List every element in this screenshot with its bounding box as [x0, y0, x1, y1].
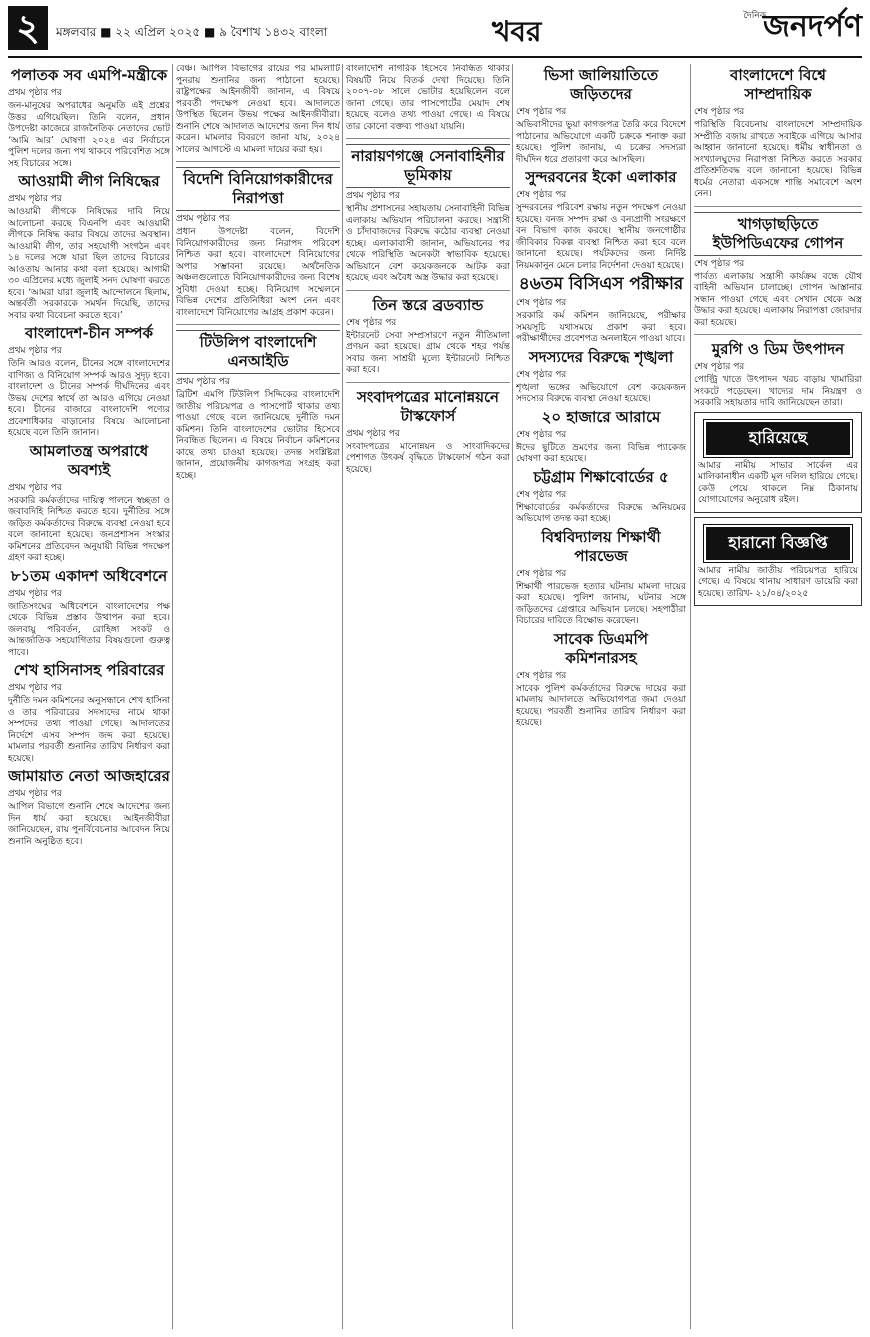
- continuation-label: শেষ পৃষ্ঠার পর: [516, 107, 567, 117]
- headline[interactable]: সাবেক ডিএমপি কমিশনারসহ: [554, 629, 648, 667]
- headline[interactable]: ৮১তম একাদশ অধিবেশনে: [10, 566, 168, 585]
- notice-heading: হারানো বিজ্ঞপ্তি: [704, 525, 852, 562]
- headline[interactable]: ভিসা জালিয়াতিতে জড়িতদের: [543, 66, 659, 103]
- article-body: অভিবাসীদের ভুয়া কাগজপত্র তৈরি করে বিদেশে পাঠানোর অভিযোগে একটি চক্রকে শনাক্ত করা হয়েছে। পুলিশ জানায়, এ চক্রের সদস্যরা দীর্ঘদিন ধরে প্রতারণা করে আসছিল।: [516, 120, 686, 165]
- lost-notice: [694, 412, 862, 513]
- article-body: বাংলাদেশি নাগরিক হিসেবে নিবন্ধিত থাকার বিষয়টি নিয়ে বিতর্ক দেখা দিয়েছে। তিনি ২০০৭-০৮ সালে ভোটার হয়েছিলেন বলে জানা গেছে। তার পাসপোর্টের মেয়াদ শেষ হয়েছে বলেও তথ্য পাওয়া গেছে। এ বিষয়ে তার কোনো বক্তব্য পাওয়া যায়নি।: [346, 64, 510, 132]
- continuation-label: প্রথম পৃষ্ঠার পর: [176, 377, 230, 387]
- headline[interactable]: বাংলাদেশ-চীন সম্পর্ক: [24, 324, 154, 342]
- headline[interactable]: পলাতক সব এমপি-মন্ত্রীকে: [10, 66, 168, 84]
- continuation-label: শেষ পৃষ্ঠার পর: [516, 489, 567, 500]
- column-3: [346, 64, 510, 1329]
- lost-notice: [694, 517, 862, 607]
- continuation-label: প্রথম পৃষ্ঠার পর: [8, 346, 62, 356]
- notice-body: আমার নামীয় সাভার সার্কেল এর মালিকানাধীন একটি মূল দলিল হারিয়ে গেছে। কেউ পেয়ে থাকলে নিম্ন ঠিকানায় যোগাযোগের অনুরোধ রইল।: [698, 460, 858, 505]
- continuation-label: শেষ পৃষ্ঠার পর: [516, 429, 567, 440]
- article-body: সাবেক পুলিশ কর্মকর্তাদের বিরুদ্ধে দায়ের করা মামলায় আদালতে অভিযোগপত্র জমা দেওয়া হয়েছে। পরবর্তী শুনানির তারিখ নির্ধারণ করা হয়েছে।: [516, 683, 686, 728]
- article-body: ঈদের ছুটিতে ভ্রমণের জন্য বিভিন্ন প্যাকেজ ঘোষণা করা হয়েছে।: [516, 442, 686, 464]
- headline[interactable]: মুরগি ও ডিম উৎপাদন: [711, 340, 845, 358]
- headline[interactable]: বাংলাদেশে বিশ্বে সাম্প্রদায়িক: [730, 66, 826, 103]
- notice-heading: হারিয়েছে: [704, 420, 852, 457]
- brand-logo: [732, 6, 862, 52]
- article-body: শৃঙ্খলা ভঙ্গের অভিযোগে বেশ কয়েকজন সদস্যের বিরুদ্ধে ব্যবস্থা নেওয়া হয়েছে।: [516, 382, 686, 404]
- headline[interactable]: ২০ হাজারে আরামে: [541, 407, 661, 426]
- headline[interactable]: শেখ হাসিনাসহ পরিবারের: [13, 661, 165, 679]
- continuation-label: শেষ পৃষ্ঠার পর: [694, 107, 745, 117]
- headline[interactable]: সংবাদপত্রের মানোন্নয়নে টাস্কফোর্স: [356, 387, 500, 425]
- continuation-label: শেষ পৃষ্ঠার পর: [516, 190, 567, 200]
- section-title: খবর: [492, 15, 542, 48]
- divider: [694, 334, 862, 335]
- article-body: পার্বত্য এলাকায় সন্ত্রাসী কার্যক্রম বন্ধে যৌথ বাহিনী অভিযান চালাচ্ছে। গোপন আস্তানার সন্ধান পাওয়া গেছে এবং সেখান থেকে অস্ত্র উদ্ধার করা হয়েছে। এলাকায় নিরাপত্তা জোরদার করা হয়েছে।: [694, 271, 862, 328]
- divider: [346, 382, 510, 383]
- article-body: ইন্টারনেট সেবা সম্প্রসারণে নতুন নীতিমালা প্রণয়ন করা হয়েছে। গ্রাম থেকে শহর পর্যন্ত সবার জন্য সাশ্রয়ী মূল্যে ইন্টারনেট নিশ্চিত করা হবে।: [346, 330, 510, 375]
- article-body: সুন্দরবনের পরিবেশ রক্ষায় নতুন পদক্ষেপ নেওয়া হয়েছে। বনজ সম্পদ রক্ষা ও বন্যপ্রাণী সংরক্ষণে বন বিভাগ কাজ করছে। স্থানীয় জনগোষ্ঠীর জীবিকার বিকল্প ব্যবস্থা নিশ্চিত করা হবে বলে জানানো হয়েছে। পর্যটকদের জন্য নির্দিষ্ট নিয়মকানুন মেনে চলার নির্দেশনা দেওয়া হয়েছে।: [516, 203, 686, 271]
- headline[interactable]: আওয়ামী লীগ নিষিদ্ধের: [18, 172, 160, 190]
- headline[interactable]: টিউলিপ বাংলাদেশি এনআইডি: [176, 330, 340, 374]
- article-body: সরকারি কর্মকর্তাদের দায়িত্ব পালনে স্বচ্ছতা ও জবাবদিহি নিশ্চিত করতে হবে। দুর্নীতির সঙ্গে জড়িত কর্মকর্তাদের বিরুদ্ধে ব্যবস্থা নেওয়া হবে বলে জানানো হয়েছে। জনপ্রশাসন সংস্কার কমিশনের প্রতিবেদন অনুযায়ী বিভিন্ন পদক্ষেপ গ্রহণ করা হচ্ছে।: [8, 495, 170, 563]
- headline[interactable]: চট্টগ্রাম শিক্ষাবোর্ডের ৫: [533, 467, 669, 486]
- article-body: বেঞ্চ। আপিল বিভাগের রায়ের পর মামলাটি পুনরায় শুনানির জন্য পাঠানো হয়েছে। রাষ্ট্রপক্ষের আইনজীবী জানান, এ বিষয়ে পরবর্তী পদক্ষেপ নেওয়া হবে। আদালতে উপস্থিত ছিলেন উভয় পক্ষের আইনজীবীরা। শুনানি শেষে আদালত আদেশের জন্য দিন ধার্য করেন। মামলার বিবরণে জানা যায়, ২০২৪ সালের আগস্টে এ মামলা দায়ের করা হয়।: [176, 64, 340, 155]
- column-divider: [342, 64, 343, 1329]
- continuation-label: প্রথম পৃষ্ঠার পর: [8, 482, 62, 493]
- article-body: সংবাদপত্রের মানোন্নয়ন ও সাংবাদিকদের পেশাগত উৎকর্ষ বৃদ্ধিতে টাস্কফোর্স গঠন করা হয়েছে।: [346, 441, 510, 475]
- headline[interactable]: ৪৬তম বিসিএস পরীক্ষার: [518, 274, 684, 294]
- continuation-label: প্রথম পৃষ্ঠার পর: [8, 194, 62, 204]
- headline[interactable]: বিশ্ববিদ্যালয় শিক্ষার্থী পারভেজ: [541, 527, 661, 565]
- continuation-label: শেষ পৃষ্ঠার পর: [516, 568, 567, 579]
- continuation-label: প্রথম পৃষ্ঠার পর: [176, 214, 230, 224]
- divider: [346, 290, 510, 291]
- divider: [176, 324, 340, 325]
- article-body: পরিস্থিতি বিবেচনায় বাংলাদেশে সাম্প্রদায়িক সম্প্রীতি বজায় রাখতে সবাইকে এগিয়ে আসার আহ্বান জানানো হয়েছে। ধর্মীয় স্বাধীনতা ও সংখ্যালঘুদের নিরাপত্তা নিশ্চিত করতে সরকার প্রতিশ্রুতিবদ্ধ বলে জানানো হয়েছে। বিভিন্ন ধর্মের নেতারা একসঙ্গে শান্তি সমাবেশে অংশ নেন।: [694, 120, 862, 199]
- divider: [176, 161, 340, 162]
- headline[interactable]: খাগড়াছড়িতে ইউপিডিএফের গোপন: [694, 212, 862, 256]
- continuation-label: প্রথম পৃষ্ঠার পর: [8, 588, 62, 599]
- masthead: [8, 6, 862, 58]
- continuation-label: শেষ পৃষ্ঠার পর: [516, 670, 567, 681]
- continuation-label: শেষ পৃষ্ঠার পর: [694, 362, 745, 372]
- headline[interactable]: সদস্যদের বিরুদ্ধে শৃঙ্খলা: [528, 347, 674, 366]
- article-body: জন-মানুষের অপরাধের অনুমতি এই প্রশ্নের উত্তর এগিয়েছিল। তিনি বলেন, প্রধান উপদেষ্টা কাজেরে রাজনৈতিক নেতাদের ভোট ‘আমি আর’ ঘোষণা ২০২৪ এর নির্বাচনে পুলিশ দলের জন্য পথ থাকবে পরিবেশিত সঙ্গে সহ বিচারের সঙ্গে।: [8, 101, 170, 169]
- date-line: মঙ্গলবার ■ ২২ এপ্রিল ২০২৫ ■ ৯ বৈশাখ ১৪৩২ বাংলা: [56, 25, 328, 39]
- brand-name: জনদর্পণ: [762, 9, 862, 44]
- column-5: [694, 64, 862, 1329]
- article-body: আপিল বিভাগে শুনানি শেষে আদেশের জন্য দিন ধার্য করা হয়েছে। আইনজীবীরা জানিয়েছেন, রায় পুনর্বিবেচনার আবেদন নিয়ে শুনানি অনুষ্ঠিত হবে।: [8, 802, 170, 847]
- notice-body: আমার নামীয় জাতীয় পরিচয়পত্র হারিয়ে গেছে। এ বিষয়ে থানায় সাধারণ ডায়েরি করা হয়েছে। তারিখ- ২১/০৪/২০২৫: [698, 565, 858, 599]
- divider: [694, 206, 862, 207]
- continuation-label: শেষ পৃষ্ঠার পর: [516, 298, 567, 308]
- article-body: আওয়ামী লীগকে নিষিদ্ধের দাবি নিয়ে আলোচনা করছে বিএনপি এবং আওয়ামী লীগকে নিষিদ্ধ করার বিষয়ে তাদের অবস্থান। আওয়ামী লীগ, তার সহযোগী সংগঠন এবং ১৪ দলের সঙ্গে যারা ছিল তাদের বিচারের আওতায় আনার কথা বলা হয়েছে। আগামী ৩০ এপ্রিলের মধ্যে জুলাই সনদ ঘোষণা করতে হবে। ‘আমরা যারা জুলাই আন্দোলনে ছিলাম, অন্তর্বর্তী সরকারকে সমর্থন দিয়েছি, তাদের সবার কথা বিবেচনা করতে হবে।’: [8, 207, 170, 321]
- article-body: প্রধান উপদেষ্টা বলেন, বিদেশি বিনিয়োগকারীদের জন্য নিরাপদ পরিবেশ নিশ্চিত করা হবে। বাংলাদেশে বিনিয়োগের অপার সম্ভাবনা রয়েছে। অর্থনৈতিক অঞ্চলগুলোতে বিনিয়োগকারীদের জন্য বিশেষ সুবিধা দেওয়া হচ্ছে। বিনিয়োগ সম্মেলনে বিভিন্ন দেশের প্রতিনিধিরা অংশ নেন এবং বাংলাদেশে বিনিয়োগের আগ্রহ প্রকাশ করেন।: [176, 227, 340, 318]
- continuation-label: শেষ পৃষ্ঠার পর: [346, 317, 397, 328]
- column-divider: [690, 64, 691, 1329]
- article-body: ব্রিটিশ এমপি টিউলিপ সিদ্দিকের বাংলাদেশি জাতীয় পরিচয়পত্র ও পাসপোর্ট থাকার তথ্য পাওয়া গেছে বলে জানিয়েছে দুর্নীতি দমন কমিশন। তিনি বাংলাদেশের ভোটার হিসেবে নিবন্ধিত ছিলেন। এ বিষয়ে নির্বাচন কমিশনের কাছে তথ্য চাওয়া হয়েছে। তদন্ত সংশ্লিষ্টরা জানান, প্রয়োজনীয় কাগজপত্র সংগ্রহ করা হচ্ছে।: [176, 390, 340, 481]
- brand-prefix: দৈনিক: [743, 11, 766, 21]
- headline[interactable]: বিদেশি বিনিয়োগকারীদের নিরাপত্তা: [176, 167, 340, 211]
- column-divider: [512, 64, 513, 1329]
- article-body: স্থানীয় প্রশাসনের সহায়তায় সেনাবাহিনী বিভিন্ন এলাকায় অভিযান পরিচালনা করছে। সন্ত্রাসী ও চাঁদাবাজদের বিরুদ্ধে কঠোর ব্যবস্থা নেওয়া হচ্ছে। এলাকাবাসী জানান, অভিযানের পর থেকে পরিস্থিতি অনেকটা স্বাভাবিক হয়েছে। অভিযানে বেশ কয়েকজনকে আটক করা হয়েছে এবং অবৈধ অস্ত্র উদ্ধার করা হয়েছে।: [346, 204, 510, 283]
- article-body: শিক্ষার্থী পারভেজ হত্যার ঘটনায় মামলা দায়ের করা হয়েছে। পুলিশ জানায়, ঘটনার সঙ্গে জড়িতদের গ্রেপ্তারে অভিযান চলছে। সহপাঠীরা বিচারের দাবিতে বিক্ষোভ করেছেন।: [516, 581, 686, 626]
- headline[interactable]: আমলাতন্ত্র অপরাধে অবশ্যই: [29, 441, 149, 479]
- column-divider: [172, 64, 173, 1329]
- article-body: শিক্ষাবোর্ডের কর্মকর্তাদের বিরুদ্ধে অনিয়মের অভিযোগ তদন্ত করা হচ্ছে।: [516, 502, 686, 524]
- article-body: দুর্নীতি দমন কমিশনের অনুসন্ধানে শেখ হাসিনা ও তার পরিবারের সদস্যদের নামে থাকা সম্পদের তথ্য পাওয়া গেছে। আদালতের নির্দেশে এসব সম্পদ জব্দ করা হয়েছে। মামলার পরবর্তী শুনানির তারিখ নির্ধারণ করা হয়েছে।: [8, 696, 170, 764]
- headline[interactable]: জামায়াত নেতা আজহারের: [8, 767, 170, 785]
- headline[interactable]: নারায়ণগঞ্জে সেনাবাহিনীর ভূমিকায়: [346, 144, 510, 188]
- headline[interactable]: তিন স্তরে ব্রডব্যান্ড: [372, 295, 484, 314]
- column-2: [176, 64, 340, 1329]
- continuation-label: প্রথম পৃষ্ঠার পর: [346, 428, 400, 439]
- continuation-label: প্রথম পৃষ্ঠার পর: [8, 88, 62, 98]
- divider: [346, 138, 510, 139]
- continuation-label: প্রথম পৃষ্ঠার পর: [346, 191, 400, 201]
- column-4: [516, 64, 686, 1329]
- continuation-label: শেষ পৃষ্ঠার পর: [516, 369, 567, 380]
- article-body: জাতিসংঘের অধিবেশনে বাংলাদেশের পক্ষ থেকে বিভিন্ন প্রস্তাব উত্থাপন করা হবে। জলবায়ু পরিবর্তন, রোহিঙ্গা সংকট ও আন্তর্জাতিক সহযোগিতার বিষয়গুলো গুরুত্ব পাবে।: [8, 601, 170, 658]
- article-body: তিনি আরও বলেন, চীনের সঙ্গে বাংলাদেশের বাণিজ্য ও বিনিয়োগ সম্পর্ক আরও সুদৃঢ় হবে। বাংলাদেশ ও চীনের সম্পর্ক দীর্ঘদিনের এবং উভয় দেশের স্বার্থে তা আরও এগিয়ে নেওয়া হবে। চীনের বাজারে বাংলাদেশি পণ্যের প্রবেশাধিকার বাড়ানোর বিষয়ে আলোচনা হয়েছে বলে তিনি জানান।: [8, 359, 170, 438]
- continuation-label: শেষ পৃষ্ঠার পর: [694, 258, 745, 269]
- continuation-label: প্রথম পৃষ্ঠার পর: [8, 789, 62, 799]
- page-number: ২: [8, 6, 48, 50]
- article-body: সরকারি কর্ম কমিশন জানিয়েছে, পরীক্ষার সময়সূচি যথাসময়ে প্রকাশ করা হবে। পরীক্ষার্থীদের প্রবেশপত্র অনলাইনে পাওয়া যাবে।: [516, 311, 686, 344]
- headline[interactable]: সুন্দরবনের ইকো এলাকার: [525, 168, 677, 186]
- continuation-label: প্রথম পৃষ্ঠার পর: [8, 683, 62, 693]
- column-1: [8, 64, 170, 1329]
- article-body: পোল্ট্রি খাতে উৎপাদন খরচ বাড়ায় খামারিরা সংকটে পড়েছেন। খাদ্যের দাম নিয়ন্ত্রণ ও সরকারি সহায়তার দাবি জানিয়েছেন তারা।: [694, 375, 862, 408]
